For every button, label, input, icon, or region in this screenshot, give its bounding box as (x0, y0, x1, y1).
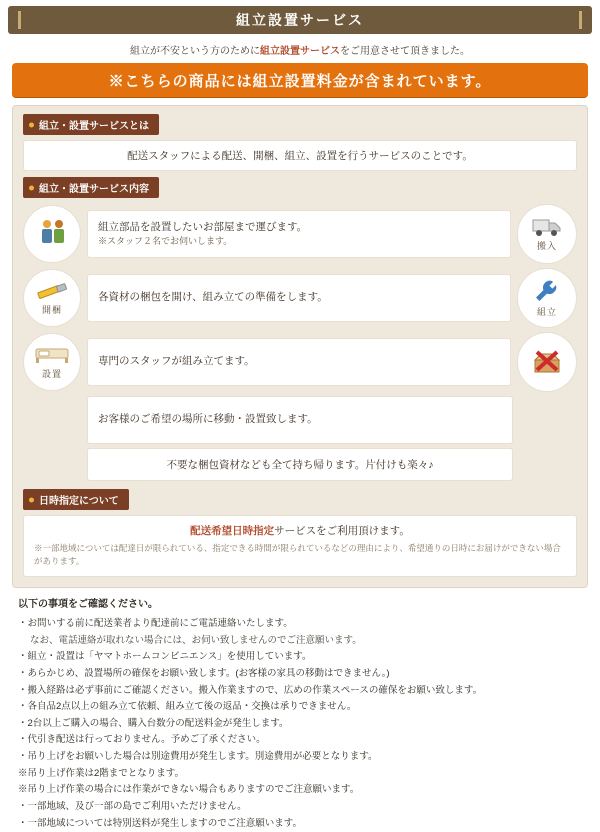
date-note: ※一部地域については配達日が限られている、指定できる時間が限られているなどの理由により、希望通りの日時にお届けができない場合があります。 (34, 542, 566, 568)
note-row (18, 816, 582, 832)
worker-icon (23, 205, 81, 263)
step-text-main: 専門のスタッフが組み立てます。 (98, 354, 500, 369)
steps-list (23, 204, 577, 444)
note-row (18, 799, 582, 816)
note-text: ・各自品2点以上の組み立て依頼、組み立て後の返品・交換は承りできません。 (18, 701, 356, 712)
note-row (18, 699, 582, 716)
cutter-icon (23, 269, 81, 327)
about-text: 配送スタッフによる配送、開梱、組立、設置を行うサービスのことです。 (23, 140, 577, 171)
note-text: ・搬入経路は必ず事前にご確認ください。搬入作業ますので、広めの作業スペースの確保をお願い致します。 (18, 685, 482, 696)
date-box (23, 515, 577, 577)
note-text: ・一部地域、及び一部の島でご利用いただけません。 (18, 801, 247, 812)
date-head-prefix: 配送希望日時指定 (190, 525, 274, 537)
step-text (87, 210, 511, 258)
banner-text: ※こちらの商品には組立設置料金が含まれています。 (109, 70, 492, 91)
list-item (23, 332, 577, 392)
terms-notes (18, 596, 582, 832)
note-text: ・代引き配送は行っておりません。予めご了承ください。 (18, 734, 266, 745)
lead-prefix: 組立が不安という方のために (130, 46, 260, 57)
bed-icon (23, 333, 81, 391)
note-text: ・一部地域については特別送料が発生しますのでご注意願います。 (18, 818, 302, 829)
note-text: ・お問いする前に配送業者より配達前にご電話連絡いたします。 (18, 618, 293, 629)
note-text: ・あらかじめ、設置場所の確保をお願い致します。(お客様の家具の移動はできません。) (18, 668, 390, 679)
note-row (18, 782, 582, 799)
note-row (18, 766, 582, 783)
date-head (34, 523, 566, 538)
note-row (18, 616, 582, 633)
carry-in-icon (517, 204, 577, 264)
step-text-main: 各資材の梱包を開け、組み立ての準備をします。 (98, 290, 500, 305)
list-item (23, 396, 577, 444)
note-row (18, 716, 582, 733)
date-head-suffix: サービスをご利用頂けます。 (274, 525, 410, 537)
note-row (18, 732, 582, 749)
included-fee-banner (12, 63, 588, 97)
page-title: 組立設置サービス (236, 10, 364, 30)
lead-suffix: をご用意させて頂きました。 (340, 46, 470, 57)
lead-accent: 組立設置サービス (260, 46, 340, 57)
list-item (23, 204, 577, 264)
page-title-bar (8, 6, 592, 34)
page-root (0, 6, 600, 606)
notes-heading: 以下の事項をご確認ください。 (18, 596, 582, 614)
step-right-caption: 搬入 (537, 239, 557, 252)
step-text (87, 338, 511, 386)
date-tag: 日時指定について (23, 489, 129, 510)
step-right-caption: 組立 (537, 305, 557, 318)
step-text-main: お客様のご希望の場所に移動・設置致します。 (98, 412, 502, 427)
note-row (18, 649, 582, 666)
note-text: なお、電話連絡が取れない場合には、お伺い致しませんのでご注意願います。 (30, 635, 362, 646)
lead-text (0, 42, 600, 57)
note-text: ・2台以上ご購入の場合、購入台数分の配送料金が発生します。 (18, 718, 289, 729)
date-section (23, 489, 577, 577)
note-text: ※吊り上げ作業は2階までとなります。 (18, 768, 184, 779)
note-row (18, 666, 582, 683)
note-text: ※吊り上げ作業の場合には作業ができない場合もありますのでご注意願います。 (18, 784, 359, 795)
list-item (23, 268, 577, 328)
service-panel (12, 105, 588, 588)
step-left-caption: 開梱 (42, 303, 62, 316)
note-text: ・吊り上げをお願いした場合は別途費用が発生します。別途費用が必要となります。 (18, 751, 377, 762)
packaging-removal-note: 不要な梱包資材なども全て持ち帰ります。片付けも楽々♪ (87, 448, 513, 481)
step-text-sub: ※スタッフ２名でお伺いします。 (98, 235, 500, 248)
step-text-main: 組立部品を設置したいお部屋まで運びます。 (98, 220, 500, 235)
note-text: ・組立・設置は「ヤマトホームコンビニエンス」を使用しています。 (18, 651, 311, 662)
about-tag: 組立・設置サービスとは (23, 114, 159, 135)
note-row (18, 749, 582, 766)
step-left-caption: 設置 (42, 367, 62, 380)
step-text (87, 396, 513, 444)
note-row-sub (18, 633, 582, 650)
no-box-icon (517, 332, 577, 392)
note-row (18, 683, 582, 700)
step-text (87, 274, 511, 322)
wrench-icon (517, 268, 577, 328)
contents-tag: 組立・設置サービス内容 (23, 177, 159, 198)
